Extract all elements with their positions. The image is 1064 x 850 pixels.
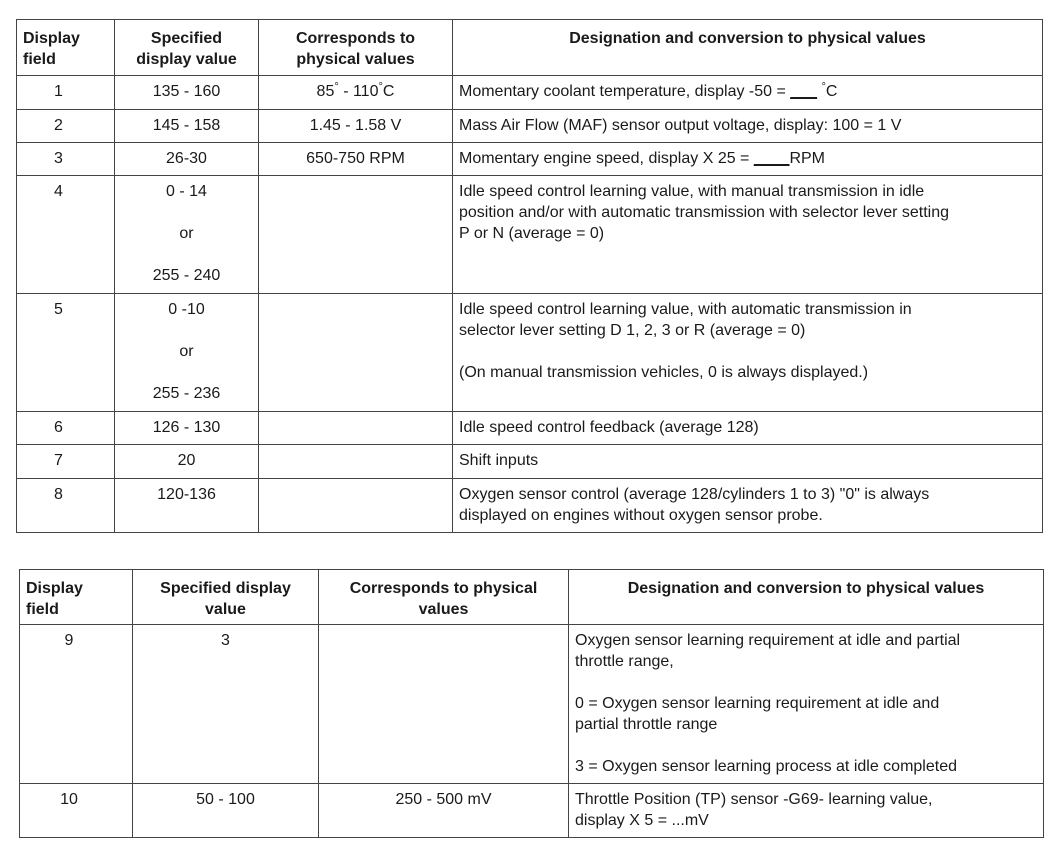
cell-display-field: 1 — [17, 76, 115, 110]
cell-display-field: 3 — [17, 143, 115, 176]
table-row — [17, 176, 1043, 294]
cell-display-field: 2 — [17, 110, 115, 143]
header-display-field: Display field — [17, 20, 115, 76]
display-fields-table-2 — [19, 569, 1044, 838]
cell-physical-value: 250 - 500 mV — [319, 784, 569, 838]
header-specified-display-value: Specified display value — [115, 20, 259, 76]
header-corresponds-physical: Corresponds to physical values — [319, 570, 569, 625]
cell-designation: Oxygen sensor control (average 128/cylinders 1 to 3) "0" is always displayed on engines without oxygen sensor probe. — [453, 479, 1043, 533]
table-row — [17, 479, 1043, 533]
cell-physical-value — [259, 412, 453, 445]
cell-designation: Idle speed control feedback (average 128) — [453, 412, 1043, 445]
cell-display-field: 7 — [17, 445, 115, 479]
cell-designation: Momentary engine speed, display X 25 = ____RPM — [453, 143, 1043, 176]
cell-physical-value: 1.45 - 1.58 V — [259, 110, 453, 143]
cell-specified-value: 26-30 — [115, 143, 259, 176]
cell-designation — [569, 625, 1044, 784]
header-designation: Designation and conversion to physical values — [569, 570, 1044, 625]
cell-physical-value — [259, 294, 453, 412]
cell-designation: Mass Air Flow (MAF) sensor output voltage, display: 100 = 1 V — [453, 110, 1043, 143]
table-row — [17, 76, 1043, 110]
cell-display-field: 6 — [17, 412, 115, 445]
cell-specified-value: 50 - 100 — [133, 784, 319, 838]
header-display-field: Display field — [20, 570, 133, 625]
cell-specified-value: 126 - 130 — [115, 412, 259, 445]
cell-designation: Shift inputs — [453, 445, 1043, 479]
table-row — [17, 143, 1043, 176]
cell-specified-value: 20 — [115, 445, 259, 479]
table-row — [17, 412, 1043, 445]
display-fields-table-1 — [16, 19, 1043, 533]
cell-display-field: 9 — [20, 625, 133, 784]
table-row — [17, 110, 1043, 143]
cell-designation: Throttle Position (TP) sensor -G69- learning value, display X 5 = ...mV — [569, 784, 1044, 838]
cell-display-field: 5 — [17, 294, 115, 412]
header-specified-display-value: Specified display value — [133, 570, 319, 625]
cell-physical-value — [259, 479, 453, 533]
cell-physical-value: 650-750 RPM — [259, 143, 453, 176]
cell-specified-value: 3 — [133, 625, 319, 784]
cell-physical-value — [259, 445, 453, 479]
cell-specified-value: 0 -10 or 255 - 236 — [115, 294, 259, 412]
desc-paragraph: Oxygen sensor learning requirement at idle and partial throttle range, — [575, 632, 961, 670]
cell-designation: Idle speed control learning value, with automatic transmission in selector lever setting D 1, 2, 3 or R (average = 0) (On manual transmission vehicles, 0 is always displayed.) — [453, 294, 1043, 412]
cell-specified-value: 120-136 — [115, 479, 259, 533]
cell-physical-value: 85° - 110°C — [259, 76, 453, 110]
cell-display-field: 4 — [17, 176, 115, 294]
cell-specified-value: 135 - 160 — [115, 76, 259, 110]
table-header-row — [17, 20, 1043, 76]
table-header-row — [20, 570, 1044, 625]
cell-display-field: 10 — [20, 784, 133, 838]
table-row — [20, 784, 1044, 838]
desc-paragraph: 0 = Oxygen sensor learning requirement at idle and partial throttle range — [575, 695, 940, 733]
table-row — [20, 625, 1044, 784]
table-row — [17, 445, 1043, 479]
cell-designation: Idle speed control learning value, with manual transmission in idle position and/or with automatic transmission with selector lever setting P or N (average = 0) — [453, 176, 1043, 294]
header-designation: Designation and conversion to physical values — [453, 20, 1043, 76]
cell-specified-value: 0 - 14 or 255 - 240 — [115, 176, 259, 294]
cell-physical-value — [319, 625, 569, 784]
note-manual-transmission: (On manual transmission vehicles, 0 is always displayed.) — [459, 364, 869, 381]
cell-physical-value — [259, 176, 453, 294]
cell-designation: Momentary coolant temperature, display -50 = ___ °C — [453, 76, 1043, 110]
header-corresponds-physical: Corresponds to physical values — [259, 20, 453, 76]
desc-paragraph: 3 = Oxygen sensor learning process at idle completed — [575, 758, 957, 775]
table-row — [17, 294, 1043, 412]
cell-display-field: 8 — [17, 479, 115, 533]
cell-specified-value: 145 - 158 — [115, 110, 259, 143]
